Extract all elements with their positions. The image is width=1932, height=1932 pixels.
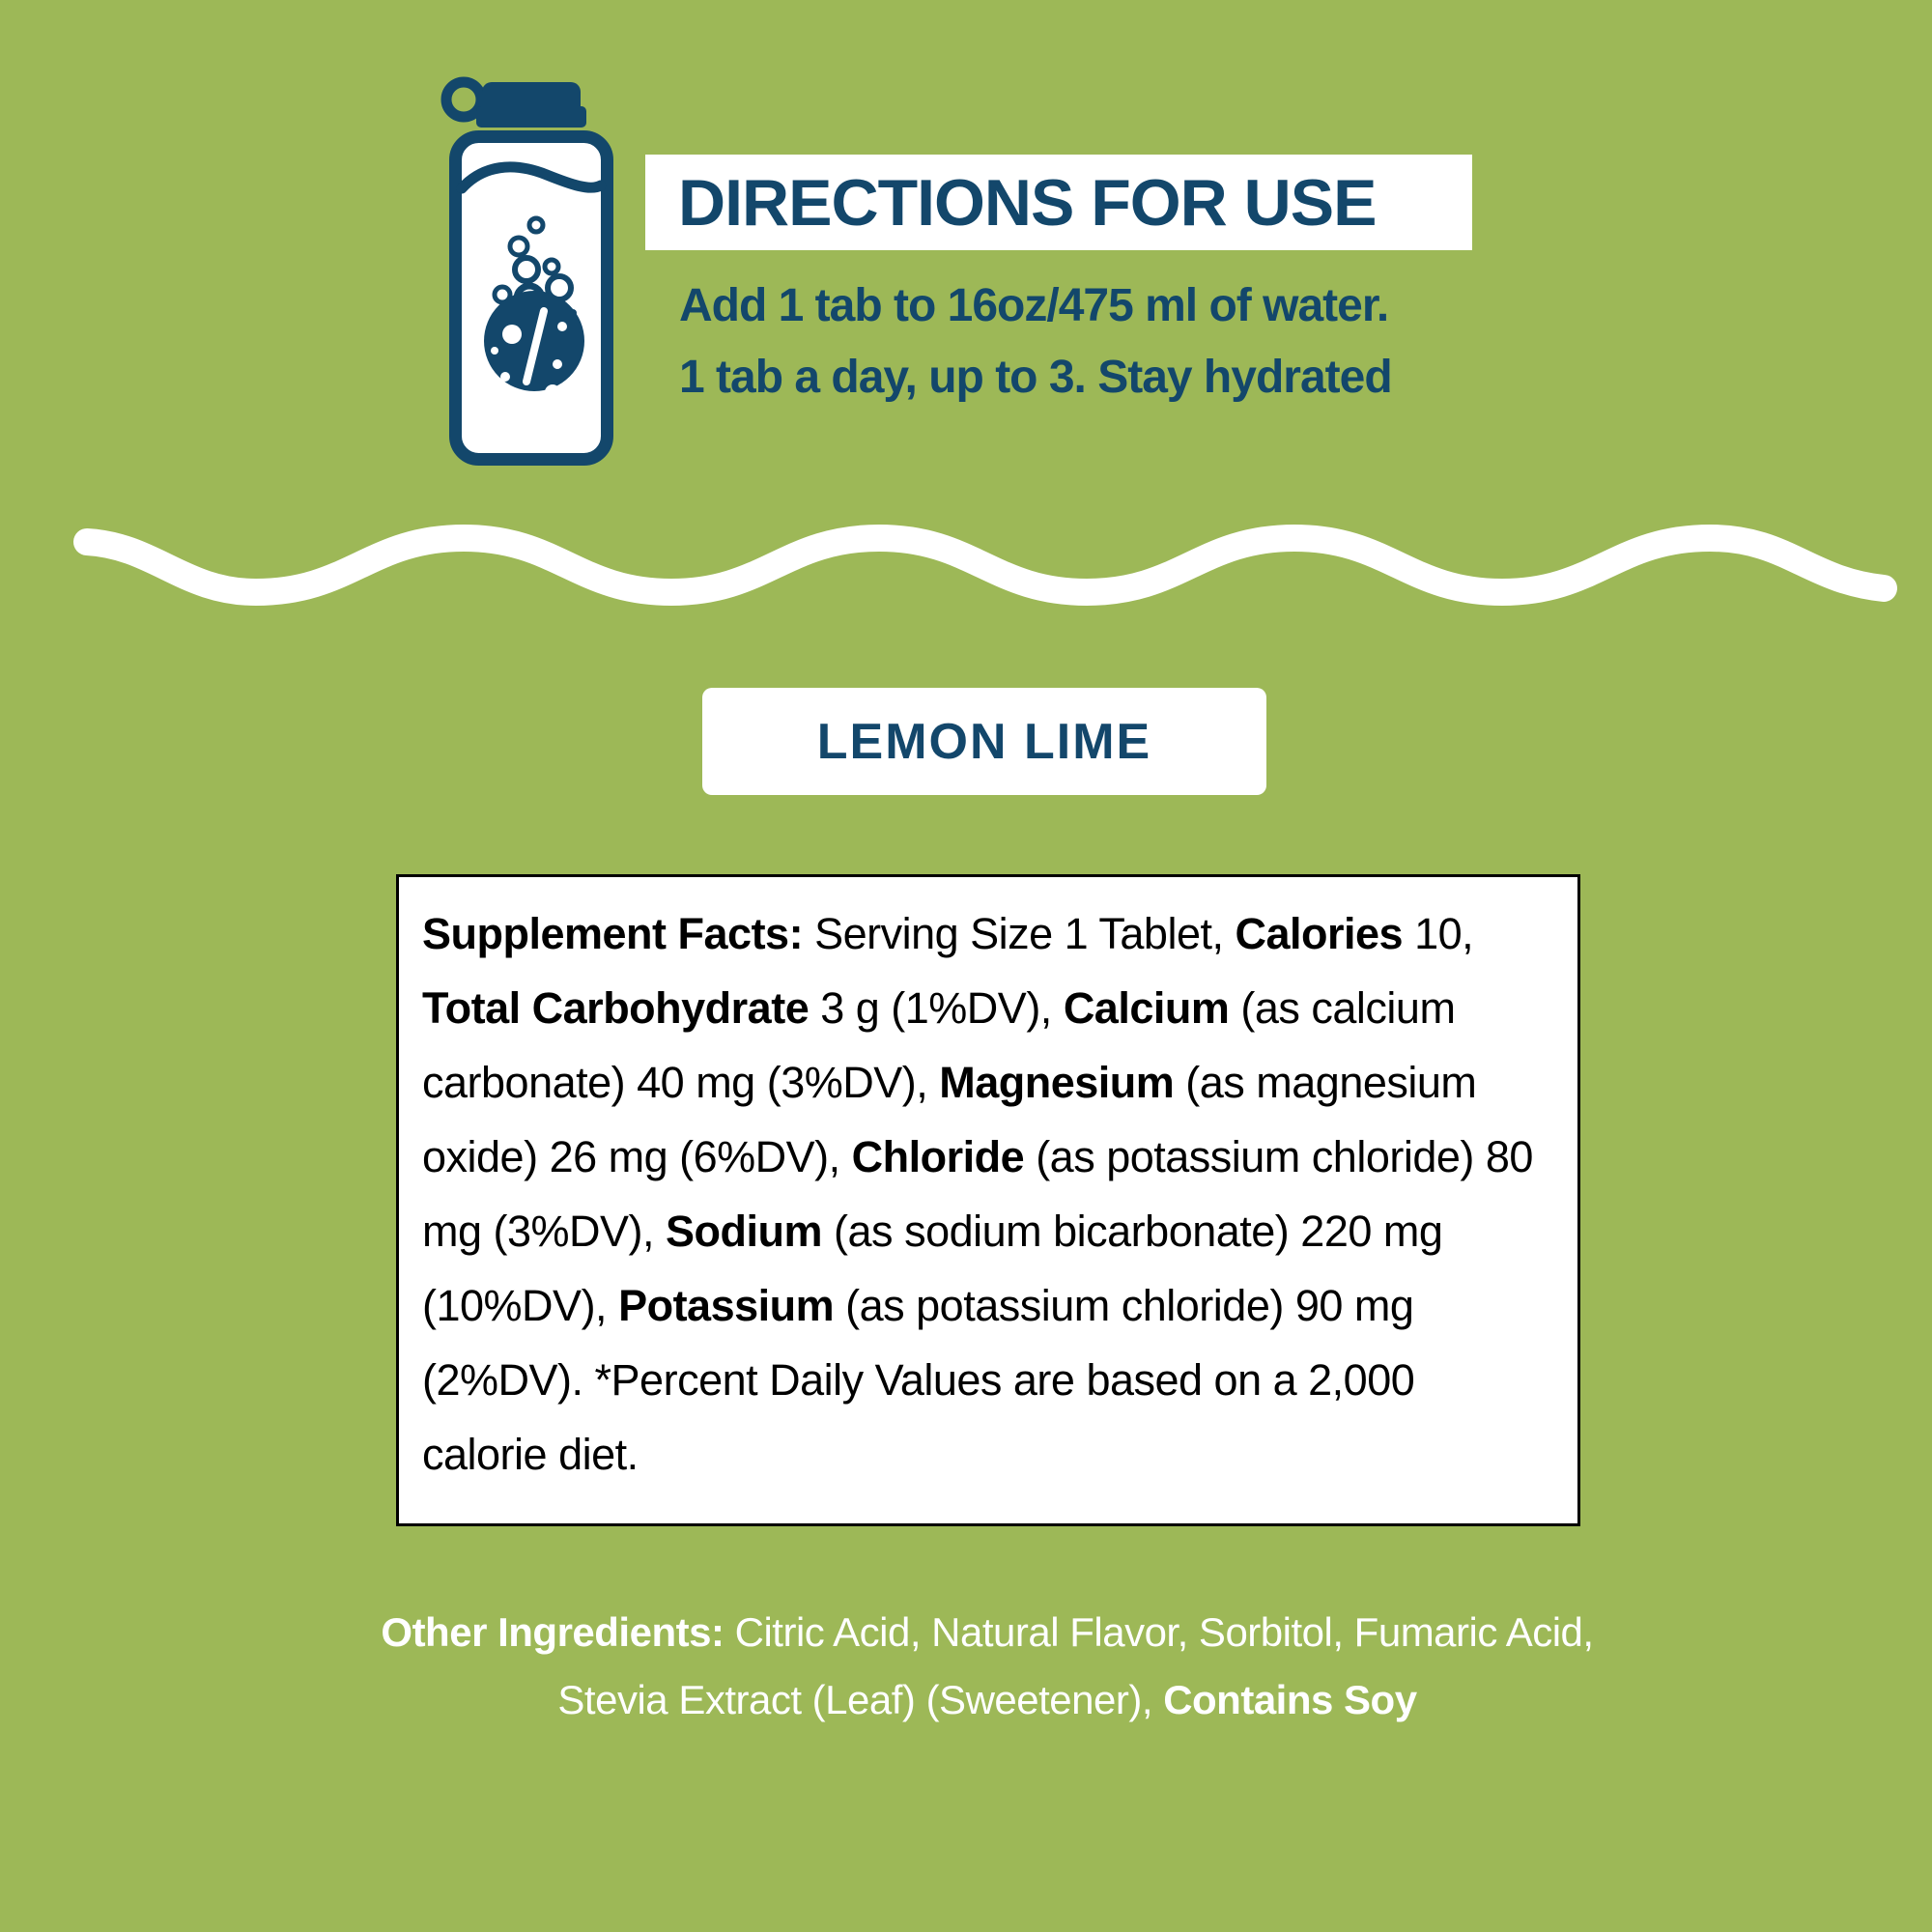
supplement-facts-segment: Total Carbohydrate bbox=[422, 983, 810, 1033]
supplement-facts-segment: Serving Size 1 Tablet, bbox=[803, 909, 1236, 958]
other-ingredients-segment: Other Ingredients: bbox=[381, 1609, 724, 1655]
supplement-facts-segment: (as potassium chloride) 80 mg (3%DV), bbox=[422, 1132, 1533, 1256]
supplement-facts-segment: Calcium bbox=[1063, 983, 1230, 1033]
other-ingredients-segment: Citric Acid, Natural Flavor, Sorbitol, Fumaric Acid, Stevia Extract (Leaf) (Sweetener), bbox=[557, 1609, 1594, 1722]
water-bottle-icon bbox=[440, 58, 623, 469]
supplement-facts-segment: 3 g (1%DV), bbox=[809, 983, 1064, 1033]
directions-heading-band bbox=[645, 155, 1472, 250]
supplement-facts-segment: 10, bbox=[1403, 909, 1474, 958]
supplement-facts-segment: Potassium bbox=[618, 1281, 835, 1330]
directions-line-2: 1 tab a day, up to 3. Stay hydrated bbox=[679, 352, 1392, 403]
supplement-facts-segment: Sodium bbox=[666, 1207, 823, 1256]
supplement-facts-segment: (as magnesium oxide) 26 mg (6%DV), bbox=[422, 1058, 1477, 1181]
directions-heading: DIRECTIONS FOR USE bbox=[678, 165, 1377, 240]
wave-divider-icon bbox=[0, 517, 1932, 623]
supplement-facts-segment: Calories bbox=[1235, 909, 1404, 958]
supplement-facts-segment: Magnesium bbox=[939, 1058, 1175, 1107]
supplement-facts-box bbox=[396, 874, 1580, 1526]
flavor-badge bbox=[702, 688, 1266, 795]
supplement-facts-segment: Supplement Facts: bbox=[422, 909, 804, 958]
supplement-facts-segment: (as calcium carbonate) 40 mg (3%DV), bbox=[422, 983, 1456, 1107]
flavor-label: LEMON LIME bbox=[816, 713, 1152, 770]
other-ingredients-segment: Contains Soy bbox=[1163, 1677, 1417, 1722]
directions-text bbox=[679, 270, 1392, 413]
supplement-facts-segment: (as sodium bicarbonate) 220 mg (10%DV), bbox=[422, 1207, 1443, 1330]
supplement-facts-segment: (as potassium chloride) 90 mg (2%DV). *Percent Daily Values are based on a 2,000 calorie diet. bbox=[422, 1281, 1415, 1479]
other-ingredients-text bbox=[340, 1599, 1634, 1734]
directions-line-1: Add 1 tab to 16oz/475 ml of water. bbox=[679, 280, 1389, 331]
supplement-facts-segment: Chloride bbox=[851, 1132, 1025, 1181]
other-ingredients bbox=[340, 1599, 1634, 1734]
supplement-facts-text bbox=[422, 896, 1550, 1492]
